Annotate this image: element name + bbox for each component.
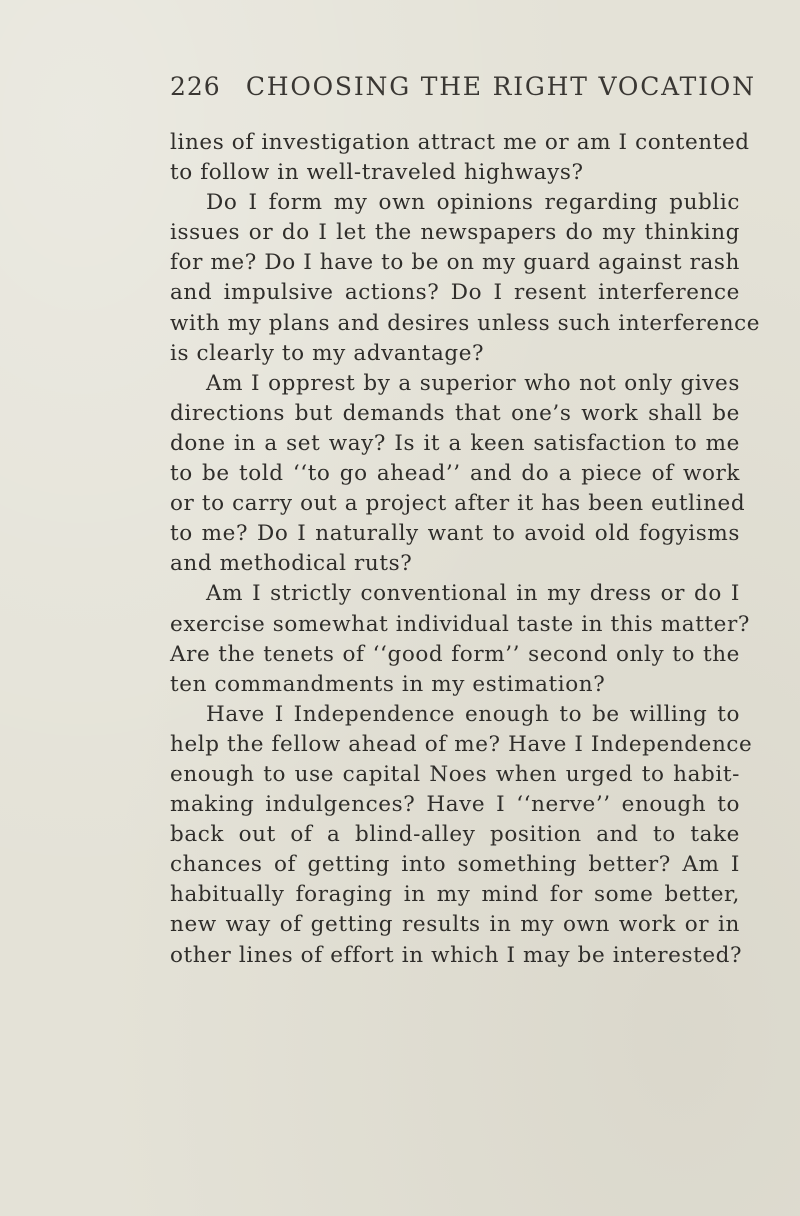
text-line: is clearly to my advantage? (170, 340, 485, 366)
text-line: done in a set way? Is it a keen satisfaction to me (170, 430, 740, 456)
text-line: directions but demands that one’s work shall be (170, 400, 740, 426)
text-line: to follow in well-traveled highways? (170, 160, 584, 186)
page-header (170, 72, 770, 112)
paragraph-start-line: Am I opprest by a superior who not only gives (206, 370, 740, 396)
page-number: 226 (170, 72, 221, 101)
text-line: lines of investigation attract me or am I contented (170, 130, 750, 155)
text-line: or to carry out a project after it has been eutlined (170, 491, 746, 517)
text-line: for me? Do I have to be on my guard against rash (170, 250, 740, 276)
text-line: Are the tenets of ‘‘good form’’ second only to the (170, 641, 740, 667)
text-line: enough to use capital Noes when urged to habit- (170, 761, 740, 787)
paragraph-start-line: Have I Independence enough to be willing to (206, 701, 740, 727)
text-line: back out of a blind-alley position and to take (170, 822, 740, 848)
text-line: and impulsive actions? Do I resent interference (170, 280, 740, 306)
text-line: habitually foraging in my mind for some better, (170, 882, 740, 908)
text-line: making indulgences? Have I ‘‘nerve’’ enough to (170, 792, 740, 818)
text-line: help the fellow ahead of me? Have I Independence (170, 731, 753, 757)
paragraph-start-line: Am I strictly conventional in my dress or do I (206, 581, 740, 607)
text-line: ten commandments in my estimation? (170, 671, 606, 697)
text-line: with my plans and desires unless such interference (170, 310, 761, 336)
text-line: and methodical ruts? (170, 551, 413, 577)
paragraph-start-line: Do I form my own opinions regarding public (206, 190, 740, 216)
text-line: exercise somewhat individual taste in this matter? (170, 611, 751, 637)
running-head: CHOOSING THE RIGHT VOCATION (245, 72, 756, 101)
text-line: chances of getting into something better? Am I (170, 852, 740, 878)
text-line: to me? Do I naturally want to avoid old fogyisms (170, 521, 740, 547)
text-line: other lines of effort in which I may be interested? (170, 942, 743, 968)
text-line: to be told ‘‘to go ahead’’ and do a piece of work (170, 461, 740, 487)
body-text (170, 128, 761, 971)
text-line: new way of getting results in my own work or in (170, 912, 740, 938)
text-line: issues or do I let the newspapers do my thinking (170, 220, 740, 246)
